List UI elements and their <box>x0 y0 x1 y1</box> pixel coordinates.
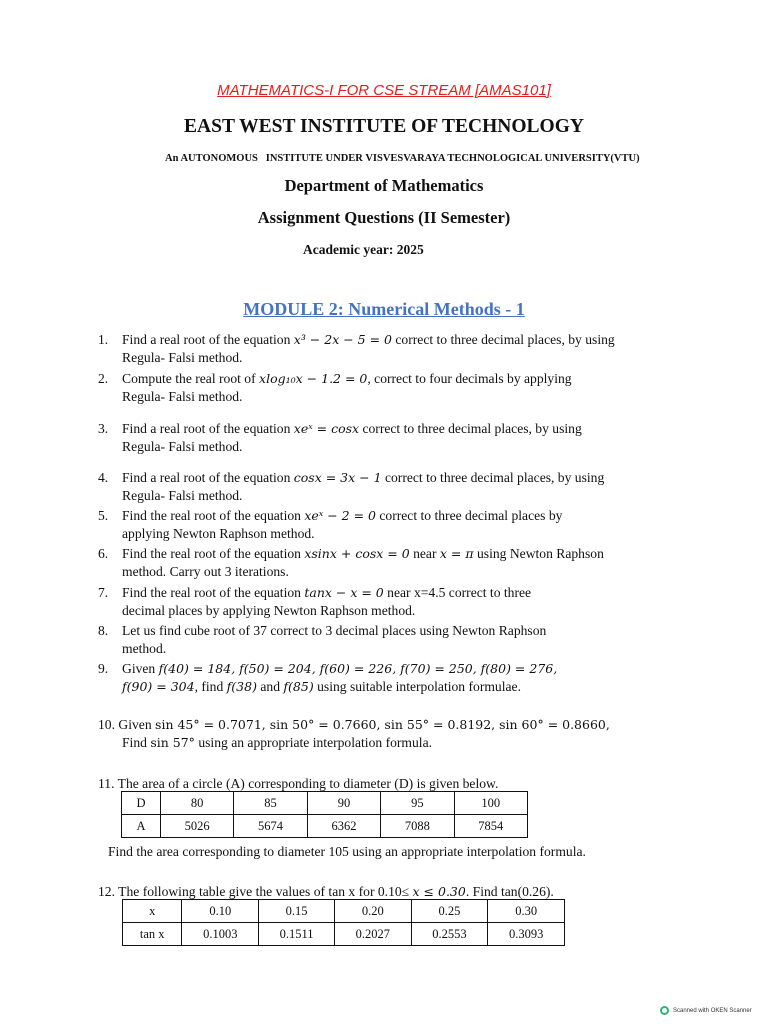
table-cell: x <box>123 900 182 923</box>
question-1: 1. Find a real root of the equation x³ − 2x − 5 = 0 correct to three decimal places, by using Regula- Falsi method. <box>98 332 615 365</box>
question-2: 2. Compute the real root of xlog₁₀x − 1.2 = 0, correct to four decimals by applying Regula- Falsi method. <box>98 371 572 404</box>
institute-name: EAST WEST INSTITUTE OF TECHNOLOGY <box>184 116 584 137</box>
course-title: MATHEMATICS-I FOR CSE STREAM [AMAS101] <box>217 82 551 99</box>
table-cell: 0.25 <box>411 900 488 923</box>
question-11-note: Find the area corresponding to diameter 105 using an appropriate interpolation formula. <box>108 844 586 859</box>
table-row <box>122 792 528 815</box>
table-row <box>122 815 528 838</box>
question-3: 3. Find a real root of the equation xeˣ = cosx correct to three decimal places, by using Regula- Falsi method. <box>98 421 582 454</box>
question-9: 9. Given f(40) = 184, f(50) = 204, f(60) = 226, f(70) = 250, f(80) = 276, f(90) = 304, find f(38) and f(85) using suitable interpolation formulae. <box>98 661 558 694</box>
question-4: 4. Find a real root of the equation cosx = 3x − 1 correct to three decimal places, by using Regula- Falsi method. <box>98 470 605 503</box>
table-cell: 80 <box>160 792 233 815</box>
question-8: 8. Let us find cube root of 37 correct to 3 decimal places using Newton Raphson method. <box>98 623 547 656</box>
question-5: 5. Find the real root of the equation xeˣ − 2 = 0 correct to three decimal places by applying Newton Raphson method. <box>98 508 563 541</box>
question-6: 6. Find the real root of the equation xsinx + cosx = 0 near x = π using Newton Raphson method. Carry out 3 iterations. <box>98 546 604 579</box>
scanner-text: Scanned with OKEN Scanner <box>673 1007 752 1014</box>
table-cell: 0.15 <box>259 900 335 923</box>
module-title: MODULE 2: Numerical Methods - 1 <box>243 299 525 319</box>
question-12: 12. The following table give the values of tan x for 0.10≤ x ≤ 0.30. Find tan(0.26). <box>98 884 554 899</box>
table-cell: 7854 <box>454 815 527 838</box>
table-cell: 6362 <box>307 815 380 838</box>
question-7: 7. Find the real root of the equation tanx − x = 0 near x=4.5 correct to three decimal places by applying Newton Raphson method. <box>98 585 532 618</box>
academic-year: Academic year: 2025 <box>303 242 424 257</box>
table-cell: 0.1511 <box>259 923 335 946</box>
table-cell: 0.2553 <box>411 923 488 946</box>
table-cell: 0.10 <box>182 900 259 923</box>
table-cell: 0.3093 <box>488 923 565 946</box>
tan-values-table <box>122 899 565 946</box>
table-cell: 0.20 <box>335 900 412 923</box>
table-cell: 0.1003 <box>182 923 259 946</box>
table-cell: A <box>122 815 161 838</box>
scanner-watermark <box>660 1006 752 1015</box>
autonomous-line: An AUTONOMOUS INSTITUTE UNDER VISVESVARAYA TECHNOLOGICAL UNIVERSITY(VTU) <box>165 153 640 164</box>
diameter-area-table <box>121 791 528 838</box>
table-row <box>123 923 565 946</box>
scanner-logo-icon <box>660 1006 669 1015</box>
table-cell: 7088 <box>381 815 454 838</box>
assignment-title: Assignment Questions (II Semester) <box>257 208 511 227</box>
table-row <box>123 900 565 923</box>
table-cell: 0.30 <box>488 900 565 923</box>
question-11: 11. The area of a circle (A) corresponding to diameter (D) is given below. <box>98 776 499 791</box>
table-cell: 95 <box>381 792 454 815</box>
table-cell: tan x <box>123 923 182 946</box>
table-cell: 5026 <box>160 815 233 838</box>
table-cell: 0.2027 <box>335 923 412 946</box>
question-10: 10. Given sin 45° = 0.7071, sin 50° = 0.7660, sin 55° = 0.8192, sin 60° = 0.8660, Find sin 57° using an appropriate interpolation formula. <box>98 717 610 750</box>
table-cell: 5674 <box>234 815 307 838</box>
table-cell: D <box>122 792 161 815</box>
department-name: Department of Mathematics <box>284 176 484 195</box>
table-cell: 85 <box>234 792 307 815</box>
table-cell: 100 <box>454 792 527 815</box>
table-cell: 90 <box>307 792 380 815</box>
